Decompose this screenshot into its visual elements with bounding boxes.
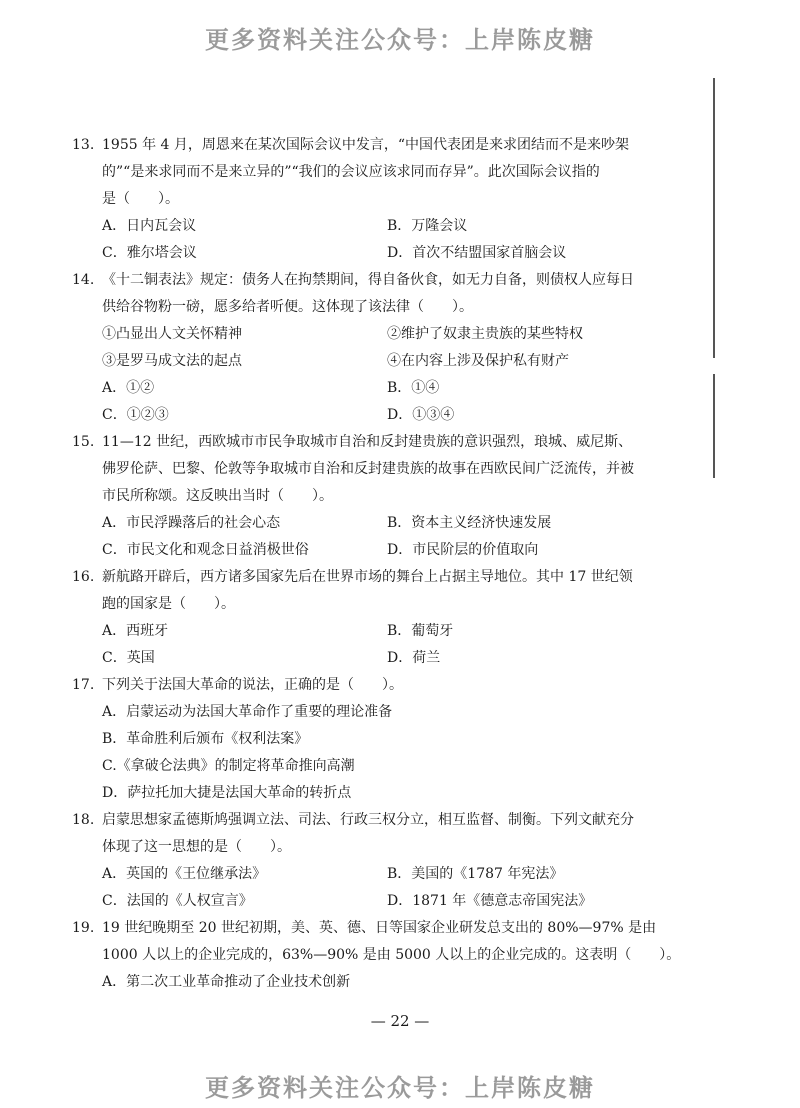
option-c: C.《拿破仑法典》的制定将革命推向高潮	[102, 758, 355, 774]
question-text: 1955 年 4 月，周恩来在某次国际会议中发言，“中国代表团是来求团结而不是来吵架	[102, 137, 630, 153]
question-15	[72, 429, 692, 564]
option-a: A．日内瓦会议	[102, 218, 197, 234]
statement-3: ③是罗马成文法的起点	[102, 353, 242, 369]
page-number: — 22 —	[370, 1012, 430, 1030]
option-c: C．雅尔塔会议	[102, 245, 197, 261]
question-17	[72, 672, 692, 807]
watermark-bottom: 更多资料关注公众号：上岸陈皮糖	[205, 1074, 595, 1102]
question-18	[72, 807, 692, 915]
option-a: A．英国的《王位继承法》	[102, 866, 267, 882]
option-a: A．第二次工业革命推动了企业技术创新	[102, 974, 351, 990]
option-d: D．市民阶层的价值取向	[387, 542, 539, 558]
question-text: 下列关于法国大革命的说法，正确的是（ ）。	[102, 677, 403, 693]
option-a: A．启蒙运动为法国大革命作了重要的理论准备	[102, 704, 393, 720]
option-c: C．英国	[102, 650, 155, 666]
question-number: 14.	[72, 272, 95, 288]
option-d: D．①③④	[387, 407, 455, 423]
question-number: 17.	[72, 677, 95, 693]
option-d: D．首次不结盟国家首脑会议	[387, 245, 567, 261]
question-text: 1000 人以上的企业完成的，63%—90% 是由 5000 人以上的企业完成的。这表明（ ）。	[102, 947, 681, 963]
option-b: B．革命胜利后颁布《权利法案》	[102, 731, 309, 747]
question-text: 体现了这一思想的是（ ）。	[102, 839, 291, 855]
question-16	[72, 564, 692, 672]
statement-2: ②维护了奴隶主贵族的某些特权	[387, 326, 583, 342]
question-19	[72, 915, 692, 996]
question-text: 启蒙思想家孟德斯鸠强调立法、司法、行政三权分立，相互监督、制衡。下列文献充分	[102, 812, 634, 828]
option-a: A．西班牙	[102, 623, 169, 639]
statement-4: ④在内容上涉及保护私有财产	[387, 353, 569, 369]
option-b: B．葡萄牙	[387, 623, 454, 639]
option-d: D．1871 年《德意志帝国宪法》	[387, 893, 593, 909]
watermark-top: 更多资料关注公众号：上岸陈皮糖	[205, 26, 595, 54]
question-text: 新航路开辟后，西方诸多国家先后在世界市场的舞台上占据主导地位。其中 17 世纪领	[102, 569, 633, 585]
margin-rule	[713, 78, 715, 478]
option-d: D．萨拉托加大捷是法国大革命的转折点	[102, 785, 352, 801]
question-list	[72, 132, 692, 996]
option-c: C．①②③	[102, 407, 169, 423]
option-c: C．法国的《人权宣言》	[102, 893, 253, 909]
question-text: 《十二铜表法》规定：债务人在拘禁期间，得自备伙食，如无力自备，则债权人应每日	[102, 272, 634, 288]
question-text: 供给谷物粉一磅，愿多给者听便。这体现了该法律（ ）。	[102, 299, 473, 315]
option-b: B．①④	[387, 380, 440, 396]
question-text: 11—12 世纪，西欧城市市民争取城市自治和反封建贵族的意识强烈，琅城、威尼斯、	[102, 434, 633, 450]
question-text: 跑的国家是（ ）。	[102, 596, 235, 612]
option-b: B．美国的《1787 年宪法》	[387, 866, 564, 882]
option-a: A．市民浮躁落后的社会心态	[102, 515, 281, 531]
question-text: 是（ ）。	[102, 191, 179, 207]
question-number: 19.	[72, 920, 95, 936]
question-number: 16.	[72, 569, 95, 585]
option-d: D．荷兰	[387, 650, 441, 666]
option-a: A．①②	[102, 380, 155, 396]
question-text: 的”“是来求同而不是来立异的”“我们的会议应该求同而存异”。此次国际会议指的	[102, 164, 600, 180]
question-13	[72, 132, 692, 267]
question-text: 19 世纪晚期至 20 世纪初期，美、英、德、日等国家企业研发总支出的 80%—97% 是由	[102, 920, 657, 936]
question-text: 市民所称颂。这反映出当时（ ）。	[102, 488, 333, 504]
statement-1: ①凸显出人文关怀精神	[102, 326, 242, 342]
question-14	[72, 267, 692, 429]
question-number: 18.	[72, 812, 95, 828]
option-b: B．资本主义经济快速发展	[387, 515, 552, 531]
question-number: 13.	[72, 137, 95, 153]
option-b: B．万隆会议	[387, 218, 468, 234]
question-text: 佛罗伦萨、巴黎、伦敦等争取城市自治和反封建贵族的故事在西欧民间广泛流传，并被	[102, 461, 634, 477]
question-number: 15.	[72, 434, 95, 450]
option-c: C．市民文化和观念日益消极世俗	[102, 542, 309, 558]
